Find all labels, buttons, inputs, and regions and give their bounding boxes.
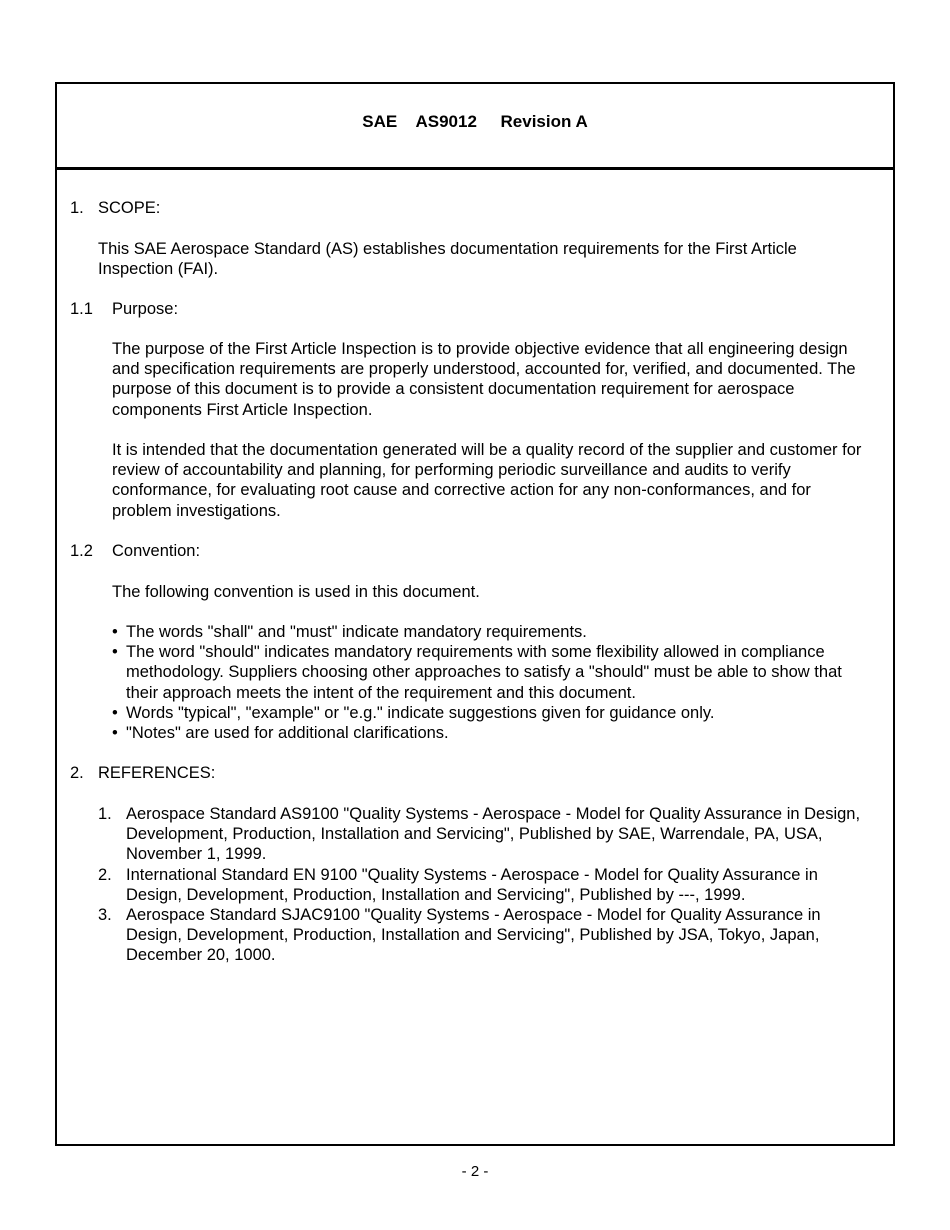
list-item <box>98 865 870 905</box>
section-heading: Convention: <box>112 542 201 560</box>
list-item <box>98 905 870 966</box>
bullet-text: "Notes" are used for additional clarifications. <box>126 724 449 743</box>
reference-text: Aerospace Standard AS9100 "Quality Systems - Aerospace - Model for Quality Assurance in Design, Development, Production, Installation and Servicing", Published by SAE, Warrendale, PA, USA, November 1, 1999. <box>126 805 861 864</box>
bullet-icon: • <box>112 643 118 662</box>
reference-number: 1. <box>98 805 112 823</box>
section-number: 1.2 <box>70 542 93 560</box>
list-item <box>112 703 868 723</box>
document-title: SAE AS9012 Revision A <box>362 112 588 131</box>
scope-text: This SAE Aerospace Standard (AS) establishes documentation requirements for the First Article Inspection (FAI). <box>98 240 797 279</box>
list-item <box>112 723 868 743</box>
purpose-paragraph-2: It is intended that the documentation generated will be a quality record of the supplier and customer for review of accountability and planning, for performing periodic surveillance and audits to verify conformance, for evaluating root cause and corrective action for any non-conformances, and for problem investigations. <box>112 441 862 520</box>
reference-number: 2. <box>98 865 112 884</box>
bullet-icon: • <box>112 724 118 743</box>
section-heading: REFERENCES: <box>98 764 216 782</box>
bullet-icon: • <box>112 703 118 722</box>
bullet-text: The words "shall" and "must" indicate mandatory requirements. <box>126 623 587 641</box>
reference-number: 3. <box>98 906 112 925</box>
list-item <box>98 804 870 865</box>
section-number: 1.1 <box>70 300 93 318</box>
document-header <box>57 84 893 170</box>
section-number: 2. <box>70 764 84 782</box>
purpose-paragraph-1: The purpose of the First Article Inspection is to provide objective evidence that all engineering design and specification requirements are properly understood, accounted for, verified, and documented. The purpose of this document is to provide a consistent documentation requirement for aerospace components First Article Inspection. <box>112 340 856 419</box>
list-item <box>112 622 868 642</box>
reference-text: International Standard EN 9100 "Quality Systems - Aerospace - Model for Quality Assurance in Design, Development, Production, Installation and Servicing", Published by ---, 1999. <box>126 865 818 904</box>
bullet-text: Words "typical", "example" or "e.g." indicate suggestions given for guidance only. <box>126 703 715 722</box>
section-heading: Purpose: <box>112 300 179 318</box>
section-heading: SCOPE: <box>98 199 161 217</box>
section-number: 1. <box>70 199 84 217</box>
references-list <box>98 804 870 966</box>
convention-bullet-list <box>112 622 868 743</box>
list-item <box>112 642 868 703</box>
bullet-icon: • <box>112 623 118 641</box>
convention-intro: The following convention is used in this document. <box>112 583 480 601</box>
page-number: - 2 - <box>461 1163 489 1180</box>
bullet-text: The word "should" indicates mandatory requirements with some flexibility allowed in compliance methodology. Suppliers choosing other approaches to satisfy a "should" must be able to show that their approach meets the intent of the requirement and this document. <box>126 643 842 702</box>
reference-text: Aerospace Standard SJAC9100 "Quality Systems - Aerospace - Model for Quality Assurance in Design, Development, Production, Installation and Servicing", Published by JSA, Tokyo, Japan, December 20, 1000. <box>126 906 821 965</box>
